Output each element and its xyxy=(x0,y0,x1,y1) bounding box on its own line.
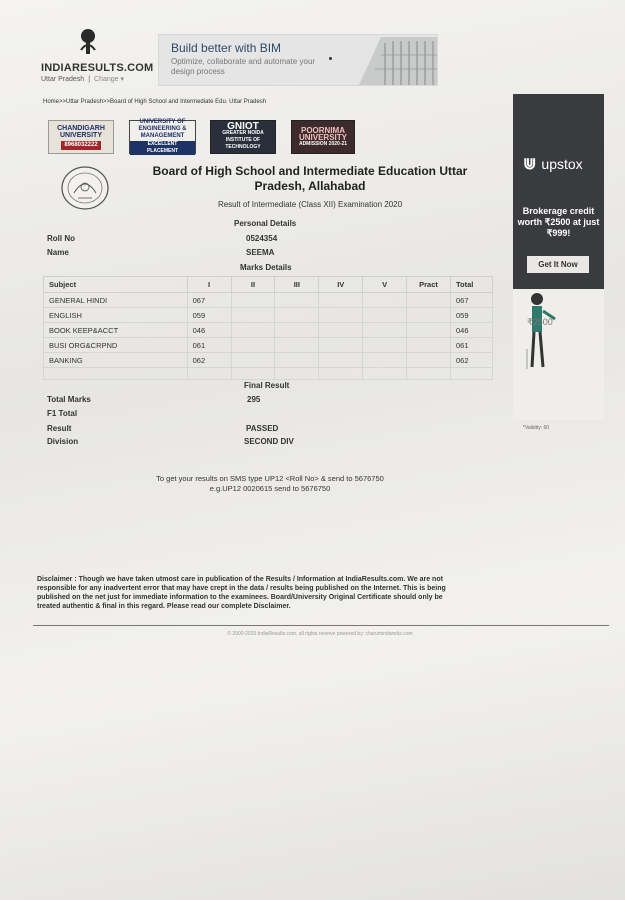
region-selector: Uttar Pradesh | Change ▾ xyxy=(41,76,124,83)
result-label: Result xyxy=(47,424,72,433)
subject-cell: BUSI ORG&CRPND xyxy=(44,338,188,353)
get-it-now-button[interactable]: Get It Now xyxy=(527,256,589,273)
upstox-offer-text: Brokerage credit worth ₹2500 at just ₹999! xyxy=(517,206,600,238)
building-illustration-icon xyxy=(345,35,437,85)
breadcrumb[interactable]: Home>>Uttar Pradesh>>Board of High School and Intermediate Edu. Uttar Pradesh xyxy=(43,99,267,105)
site-brand[interactable]: INDIARESULTS.COM xyxy=(41,62,154,74)
marks-details-heading: Marks Details xyxy=(240,263,292,272)
upstox-ad-illustration xyxy=(513,289,604,420)
chandigarh-logo-phone: 8968032222 xyxy=(61,141,100,150)
total-cell: 046 xyxy=(451,323,493,338)
sms-line-1: To get your results on SMS type UP12 <Roll No> & send to 5676750 xyxy=(156,474,384,483)
total-cell: 067 xyxy=(451,293,493,308)
chandigarh-logo-name: CHANDIGARH UNIVERSITY xyxy=(57,124,105,139)
poornima-logo-name: POORNIMA UNIVERSITY xyxy=(298,125,347,142)
marks-table xyxy=(43,276,493,380)
gniot-logo-name: GNIOT xyxy=(227,121,259,132)
subject-cell: BANKING xyxy=(44,353,188,368)
uem-logo[interactable] xyxy=(129,120,196,154)
chandigarh-university-logo[interactable] xyxy=(48,120,114,154)
upstox-ad-amount: ₹2500 xyxy=(527,317,553,327)
bim-ad-dot xyxy=(329,57,332,60)
col-header-pract: Pract xyxy=(407,277,451,293)
col-header-v: V xyxy=(363,277,407,293)
mark-i-cell: 061 xyxy=(187,338,231,353)
exam-subtitle: Result of Intermediate (Class XII) Examination 2020 xyxy=(217,200,403,209)
sms-line-2: e.g.UP12 0020615 send to 5676750 xyxy=(209,484,331,493)
sms-instructions xyxy=(110,474,430,494)
subject-cell: GENERAL HINDI xyxy=(44,293,188,308)
roll-no-value: 0524354 xyxy=(246,234,278,243)
footer-divider xyxy=(33,625,609,626)
col-header-subject: Subject xyxy=(44,277,188,293)
col-header-i: I xyxy=(187,277,231,293)
total-cell: 062 xyxy=(451,353,493,368)
col-header-total: Total xyxy=(451,277,493,293)
disclaimer-text: Disclaimer : Though we have taken utmost care in publication of the Results / Information at IndiaResults.com. We are not responsible for any inadvertent error that may have crept in the data / results being published on the Internet. This is being published on the net just for immediate information to the examinees. Board/University Original Certificate should only be treated authentic & final in this regard. Please read our complete Disclaimer. xyxy=(37,576,446,610)
name-value: SEEMA xyxy=(246,248,275,257)
division-label: Division xyxy=(47,437,79,446)
indiaresults-logo-icon xyxy=(78,28,98,58)
subject-cell: BOOK KEEP&ACCT xyxy=(44,323,188,338)
gniot-logo[interactable] xyxy=(210,120,276,154)
mark-i-cell: 046 xyxy=(187,323,231,338)
table-row xyxy=(44,293,493,308)
final-result-heading: Final Result xyxy=(244,381,290,390)
table-row-empty xyxy=(44,368,493,380)
total-marks-value: 295 xyxy=(247,395,261,404)
poornima-logo[interactable] xyxy=(291,120,355,154)
uem-logo-tag: EXCELLENT PLACEMENT xyxy=(130,141,195,155)
bim-ad-headline: Build better with BIM xyxy=(171,41,282,55)
col-header-iv: IV xyxy=(319,277,363,293)
poornima-logo-sub: ADMISSION 2020-21 xyxy=(298,140,348,147)
upstox-logo-icon: ⋓ xyxy=(523,156,537,173)
result-value: PASSED xyxy=(246,424,279,433)
col-header-iii: III xyxy=(275,277,319,293)
copyright-footer: © 2000-2020 IndiaResults.com, all rights reserve powered by: charumindworks.com xyxy=(227,631,413,637)
mark-i-cell: 067 xyxy=(187,293,231,308)
bim-banner-ad[interactable] xyxy=(158,34,438,86)
institute-logo-strip xyxy=(48,120,358,154)
mark-i-cell: 062 xyxy=(187,353,231,368)
ad-validity-note: *Validity: 60 xyxy=(523,425,550,431)
uem-logo-name: UNIVERSITY OF ENGINEERING & MANAGEMENT xyxy=(138,119,187,139)
total-marks-label: Total Marks xyxy=(47,395,91,404)
name-label: Name xyxy=(47,248,69,257)
col-header-ii: II xyxy=(231,277,275,293)
table-row xyxy=(44,323,493,338)
change-region-link[interactable]: Change ▾ xyxy=(94,76,124,83)
table-row xyxy=(44,338,493,353)
total-cell: 059 xyxy=(451,308,493,323)
mark-i-cell: 059 xyxy=(187,308,231,323)
upstox-brand xyxy=(523,154,583,174)
gniot-logo-sub: GREATER NOIDA INSTITUTE OF TECHNOLOGY xyxy=(222,130,264,150)
up-government-emblem-icon xyxy=(60,165,110,211)
division-value: SECOND DIV xyxy=(244,437,294,446)
table-row xyxy=(44,353,493,368)
total-cell: 061 xyxy=(451,338,493,353)
marks-header-row xyxy=(44,277,493,293)
table-row xyxy=(44,308,493,323)
bim-ad-subtext: Optimize, collaborate and automate your design process xyxy=(171,57,316,76)
subject-cell: ENGLISH xyxy=(44,308,188,323)
personal-details-heading: Personal Details xyxy=(234,219,297,228)
roll-no-label: Roll No xyxy=(47,234,75,243)
person-illustration-icon xyxy=(513,289,604,420)
board-title: Board of High School and Intermediate Education Uttar Pradesh, Allahabad xyxy=(152,164,468,193)
upstox-side-ad[interactable] xyxy=(513,94,604,420)
region-label: Uttar Pradesh xyxy=(41,76,85,83)
upstox-brand-name: upstox xyxy=(541,156,583,172)
f1-total-label: F1 Total xyxy=(47,409,78,418)
